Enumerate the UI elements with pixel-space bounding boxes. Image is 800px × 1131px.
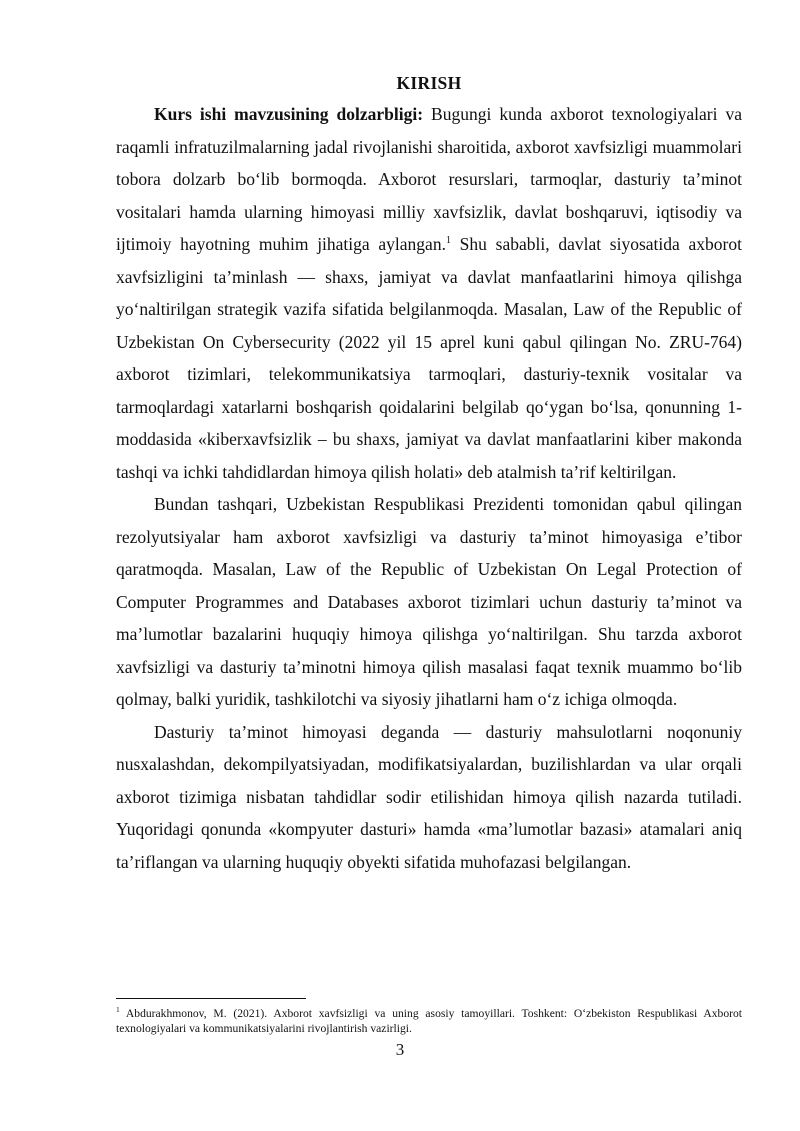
- footnote-reference[interactable]: 1: [445, 235, 451, 247]
- paragraph-1-text-a: Bugungi kunda axborot texnologiyalari va raqamli infratuzilmalarning jadal rivojlanishi sharoitida, axborot xavfsizligi muammolari tobora dolzarb bo‘lib bormoqda. Axborot resurslari, tarmoqlar, dasturiy ta’minot vositalari hamda ularning himoyasi milliy xavfsizlik, davlat boshqaruvi, iqtisodiy va ijtimoiy hayotning muhim jihatiga aylangan.: [116, 104, 743, 254]
- paragraph-1: [116, 98, 742, 488]
- page-body: [116, 72, 742, 878]
- footnote: [116, 1007, 742, 1036]
- paragraph-lead: Kurs ishi mavzusining dolzarbligi:: [154, 104, 424, 124]
- page-number: 3: [395, 1040, 405, 1059]
- footnote-marker: 1: [116, 1005, 120, 1015]
- paragraph-3: Dasturiy ta’minot himoyasi deganda — dasturiy mahsulotlarni noqonuniy nusxalashdan, dekompilyatsiyadan, modifikatsiyalardan, buzilishlardan va ular orqali axborot tizimiga nisbatan tahdidlar sodir etilishidan himoya qilish nazarda tutiladi. Yuqoridagi qonunda «kompyuter dasturi» hamda «ma’lumotlar bazasi» atamalari aniq ta’riflangan va ularning huquqiy obyekti sifatida muhofazasi belgilangan.: [116, 721, 742, 872]
- paragraph-2: Bundan tashqari, Uzbekistan Respublikasi Prezidenti tomonidan qabul qilingan rezolyutsiyalar ham axborot xavfsizligi va dasturiy ta’minot himoyasiga e’tibor qaratmoqda. Masalan, Law of the Republic of Uzbekistan On Legal Protection of Computer Programmes and Databases axborot tizimlari uchun dasturiy ta’minot va ma’lumotlar bazalarini huquqiy himoya qilishga yo‘naltirilgan. Shu tarzda axborot xavfsizligi va dasturiy ta’minotni himoya qilish masalasi faqat texnik muammo bo‘lib qolmay, balki yuridik, tashkilotchi va siyosiy jihatlarni ham o‘z ichiga olmoqda.: [116, 494, 742, 709]
- footnote-text: Abdurakhmonov, M. (2021). Axborot xavfsizligi va uning asosiy tamoyillari. Toshkent: O‘zbekiston Respublikasi Axborot texnologiyalari va kommunikatsiyalarini rivojlantirish vazirligi.: [116, 1007, 742, 1035]
- footnote-separator: [116, 998, 306, 999]
- paragraph-1-text-b: Shu sababli, davlat siyosatida axborot xavfsizligini ta’minlash — shaxs, jamiyat va davlat manfaatlarini himoya qilishga yo‘naltirilgan strategik vazifa sifatida belgilanmoqda. Masalan, Law of the Republic of Uzbekistan On Cybersecurity (2022 yil 15 aprel kuni qabul qilingan No. ZRU-764) axborot tizimlari, telekommunikatsiya tarmoqlari, dasturiy-texnik vositalar va tarmoqlardagi xatarlarni boshqarish qoidalarini belgilab qo‘ygan bo‘lsa, qonunning 1-moddasida «kiberxavfsizlik – bu shaxs, jamiyat va davlat manfaatlarini kiber makonda tashqi va ichki tahdidlardan himoya qilish holati» deb atalmish ta’rif keltirilgan.: [116, 234, 742, 482]
- page-title: KIRISH: [396, 73, 462, 93]
